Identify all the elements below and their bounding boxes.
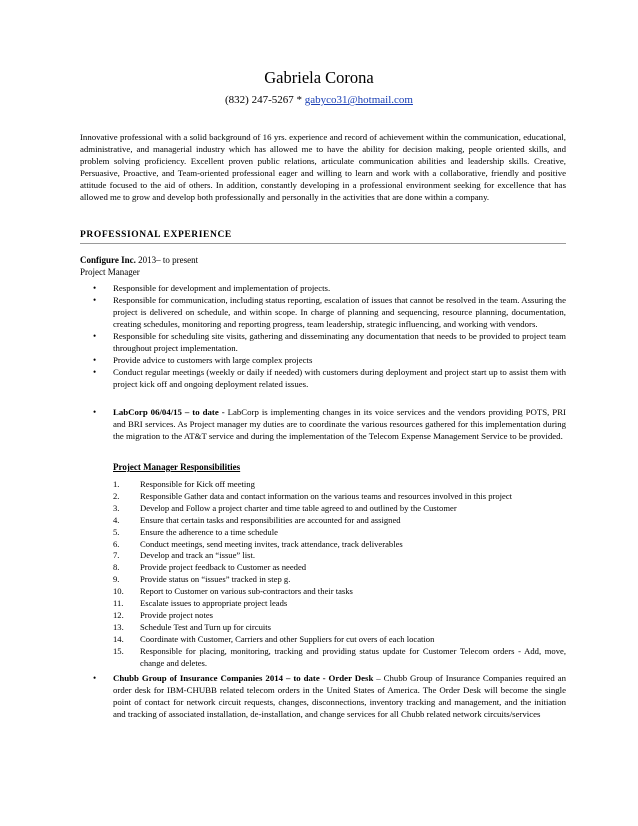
responsibilities-heading: Project Manager Responsibilities: [113, 462, 241, 472]
section-divider: [80, 243, 566, 244]
labcorp-title: LabCorp 06/04/15 – to date -: [113, 407, 225, 417]
item-text: Responsible Gather data and contact information on the various teams and resources involved in this project: [140, 490, 513, 501]
item-number: 15.: [113, 645, 124, 656]
item-number: 3.: [113, 502, 120, 513]
item-text: Ensure the adherence to a time schedule: [140, 526, 278, 537]
list-item: • Responsible for scheduling site visits, gathering and disseminating any documentation that needs to be provided to project team throughout project implementation.: [80, 330, 566, 354]
section-title-experience: PROFESSIONAL EXPERIENCE: [80, 230, 232, 240]
item-number: 7.: [113, 550, 120, 561]
list-item: [80, 406, 566, 442]
item-number: 5.: [113, 526, 120, 537]
responsibility-list: [80, 282, 566, 390]
item-text: Responsible for Kick off meeting: [140, 479, 255, 489]
list-item: [80, 672, 566, 720]
professional-summary: Innovative professional with a solid background of 16 yrs. experience and record of achievement within the communication, educational, administrative, and managerial industry which has allowed me to have the ability for decision making, people oriented skills, and problem solving proficiency. Excellent proven public relations, articulate communication abilities and leadership skills. Creative, Persuasive, Proactive, and Team-oriented professional eager and willing to learn and work with a collaborative, friendly and positive attitude focused to the aid of others. In addition, constantly developing in a professional environment seeking for excellence that has allowed me to grow and develop both professionally and personally in the activities that are done within a company.: [80, 132, 566, 202]
responsibilities-list: [113, 479, 566, 670]
numbered-item: [113, 527, 566, 539]
item-number: 12.: [113, 609, 124, 620]
list-item: • Responsible for communication, including status reporting, escalation of issues that cannot be resolved in the team. Assuring the project is delivered on schedule, and within scope. In charge of planning and sequencing, resource planning, documentation, creating schedules, monitoring and reporting progress, team leadership, strategic influencing, and working with vendors.: [80, 294, 566, 330]
chubb-description: – Chubb Group of Insurance Companies required an order desk for IBM-CHUBB related telecom orders in the United States of America. The Order Desk will become the single point of contact for network circuit requests, changes, disconnections, inventory tracking and management, and the initiation and tracking of associated installation, de-installation, and change services for all Chubb related network circuits/services: [113, 673, 566, 719]
item-number: 14.: [113, 633, 124, 644]
item-number: 9.: [113, 574, 120, 585]
numbered-item: [113, 610, 566, 622]
numbered-item: [113, 550, 566, 562]
list-item: • Conduct regular meetings (weekly or daily if needed) with customers during deployment and project start up to assist them with project kick off and ongoing deployment related issues.: [80, 366, 566, 390]
labcorp-description: LabCorp is implementing changes in its voice services and the vendors providing POTS, PRI and BRI services. As Project manager my duties are to coordinate the various resources gathered for this implementation during the migration to the AT&T service and during the implementation of the Telecom Expense Management Service to be provided.: [113, 407, 566, 441]
item-number: 10.: [113, 586, 124, 597]
list-item: • Responsible for development and implementation of projects.: [80, 282, 566, 294]
phone-number: (832) 247-5267 *: [225, 94, 303, 106]
numbered-item: [113, 634, 566, 646]
numbered-item: [113, 622, 566, 634]
item-number: 1.: [113, 479, 120, 489]
company-line: [80, 254, 198, 266]
item-number: 6.: [113, 538, 120, 549]
item-text: Escalate issues to appropriate project leads: [140, 598, 288, 609]
candidate-name: Gabriela Corona: [264, 68, 374, 87]
numbered-item: [113, 479, 566, 491]
job-title: Project Manager: [80, 267, 140, 277]
list-item: • Provide advice to customers with large complex projects: [80, 354, 566, 366]
employment-period: 2013– to present: [135, 255, 199, 265]
item-text: Responsible for placing, monitoring, tracking and providing status update for Customer Telecom orders - Add, move, change and deletes.: [140, 645, 566, 668]
numbered-item: [113, 562, 566, 574]
contact-line: [0, 94, 638, 106]
numbered-item: [113, 491, 566, 503]
item-text: Develop and Follow a project charter and time table agreed to and outlined by the Customer: [140, 502, 457, 513]
chubb-title: Chubb Group of Insurance Companies 2014 – to date - Order Desk: [113, 673, 374, 683]
item-number: 2.: [113, 490, 120, 501]
item-number: 13.: [113, 621, 124, 632]
chubb-project: [80, 672, 566, 720]
numbered-item: [113, 646, 566, 670]
item-text: Coordinate with Customer, Carriers and other Suppliers for cut overs of each location: [140, 633, 435, 644]
item-text: Schedule Test and Turn up for circuits: [140, 621, 271, 632]
numbered-item: [113, 503, 566, 515]
item-text: Provide project feedback to Customer as needed: [140, 562, 307, 573]
company-name: Configure Inc.: [80, 255, 136, 265]
numbered-item: [113, 574, 566, 586]
item-text: Report to Customer on various sub-contractors and their tasks: [140, 586, 353, 597]
item-text: Develop and track an “issue” list.: [140, 550, 256, 561]
item-text: Provide status on “issues” tracked in step g.: [140, 574, 291, 585]
labcorp-project: [80, 406, 566, 442]
item-number: 8.: [113, 562, 120, 573]
item-text: Conduct meetings, send meeting invites, track attendance, track deliverables: [140, 538, 403, 549]
numbered-item: [113, 586, 566, 598]
numbered-item: [113, 515, 566, 527]
item-text: Ensure that certain tasks and responsibilities are accounted for and assigned: [140, 514, 401, 525]
numbered-item: [113, 539, 566, 551]
numbered-item: [113, 598, 566, 610]
item-text: Provide project notes: [140, 609, 214, 620]
item-number: 11.: [113, 598, 124, 609]
email-link[interactable]: gabyco31@hotmail.com: [304, 94, 413, 106]
item-number: 4.: [113, 514, 120, 525]
